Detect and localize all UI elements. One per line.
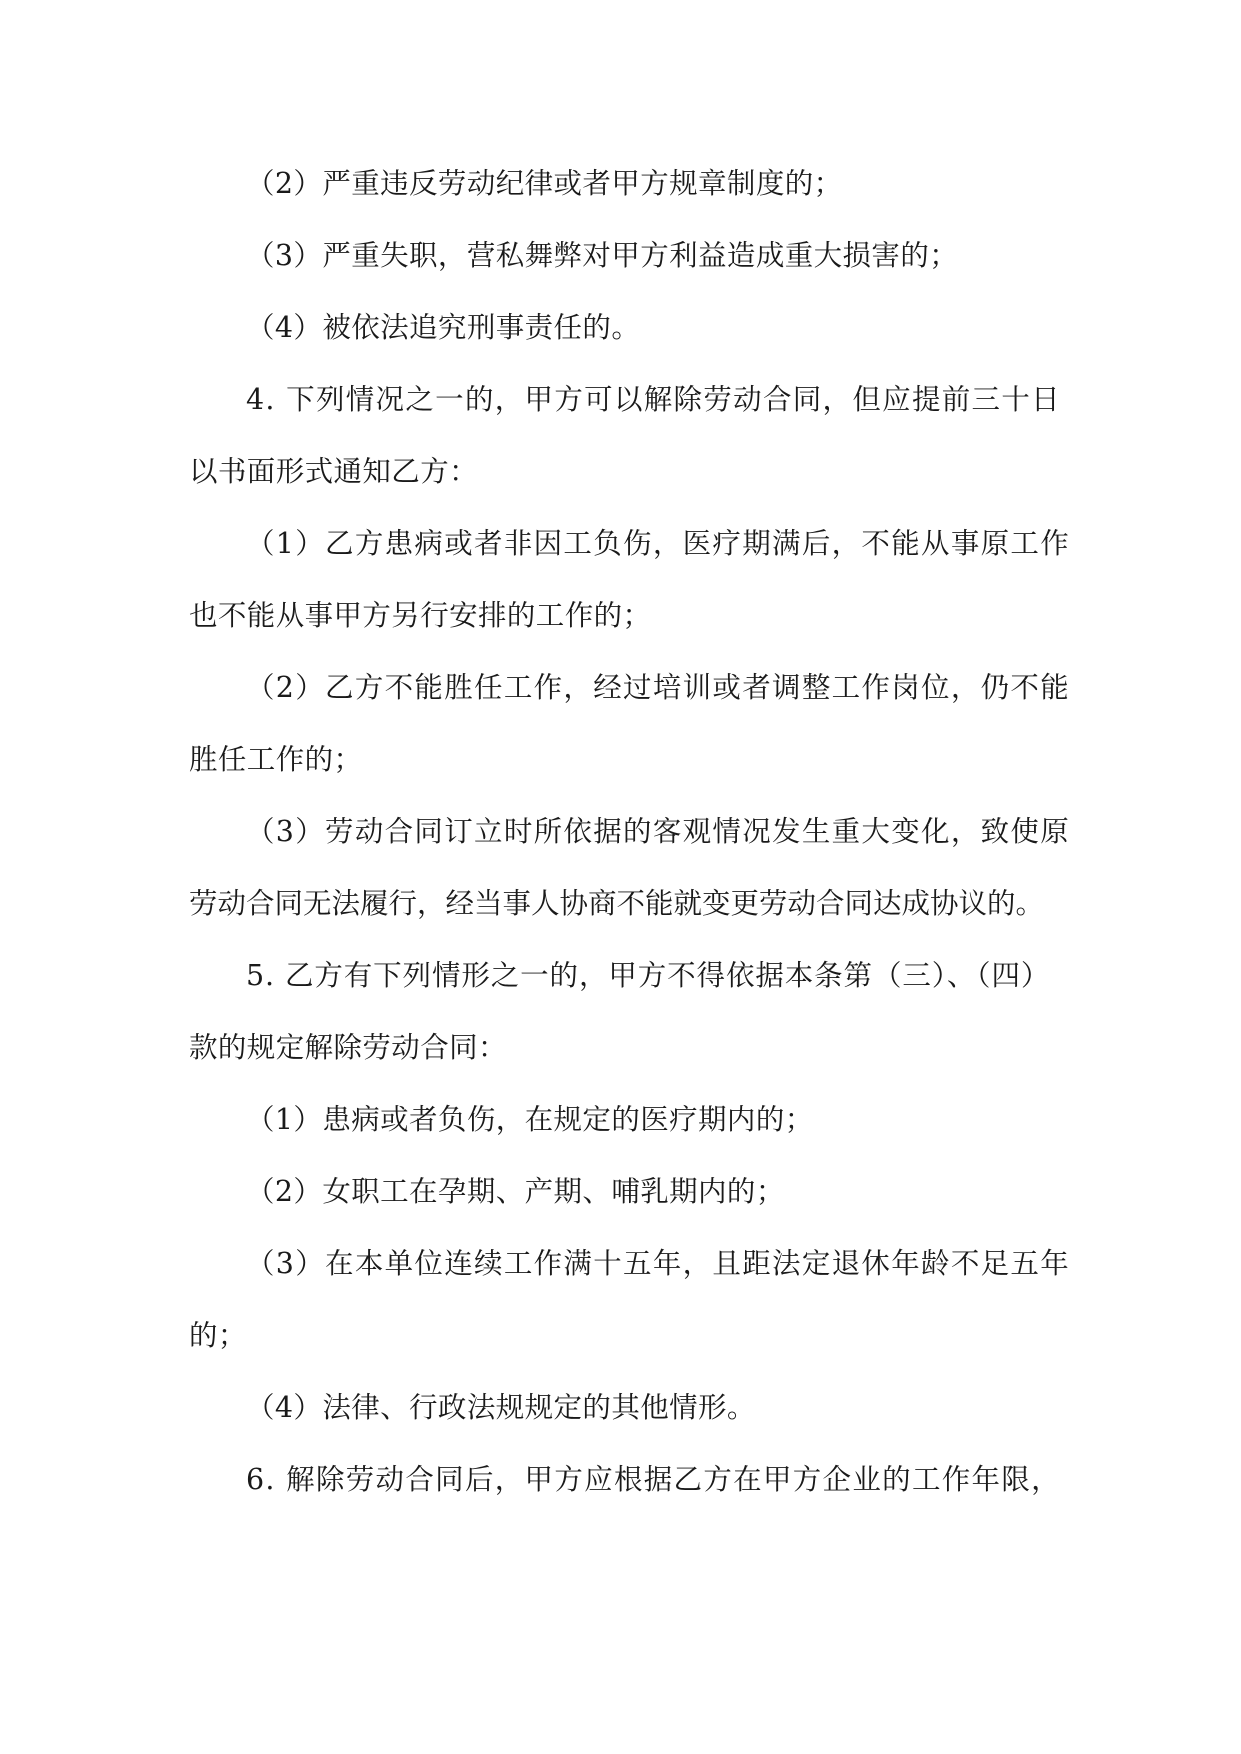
text-line: （2）女职工在孕期、产期、哺乳期内的； (246, 1175, 785, 1208)
clause-5-item-4-other (189, 1372, 1055, 1444)
clause-6-after-termination (189, 1444, 1061, 1516)
text-line: 以书面形式通知乙方： (189, 455, 479, 488)
text-line: 胜任工作的； (189, 743, 363, 776)
text-line: 的； (189, 1319, 247, 1352)
document-body (189, 148, 1071, 1516)
text-line: （1）患病或者负伤，在规定的医疗期内的； (246, 1103, 814, 1136)
text-line: 6. 解除劳动合同后，甲方应根据乙方在甲方企业的工作年限， (246, 1463, 1061, 1496)
text-line: 也不能从事甲方另行安排的工作的； (189, 599, 652, 632)
text-line: （3）劳动合同订立时所依据的客观情况发生重大变化，致使原 (246, 815, 1071, 848)
text-line: （4）法律、行政法规规定的其他情形。 (246, 1391, 756, 1424)
clause-4-item-3-circumstance-change (189, 796, 1071, 940)
clause-5-item-1-medical-period (189, 1084, 1055, 1156)
text-line: （3）严重失职，营私舞弊对甲方利益造成重大损害的； (246, 239, 959, 272)
text-line: （2）乙方不能胜任工作，经过培训或者调整工作岗位，仍不能 (246, 671, 1071, 704)
paragraph-3-serious-negligence (189, 220, 1055, 292)
clause-5-prohibited-termination (189, 940, 1055, 1084)
paragraph-4-criminal-liability (189, 292, 1055, 364)
text-line: （3）在本单位连续工作满十五年，且距法定退休年龄不足五年 (246, 1247, 1071, 1280)
text-line: 劳动合同无法履行，经当事人协商不能就变更劳动合同达成协议的。 (189, 887, 1045, 920)
text-line: （1）乙方患病或者非因工负伤，医疗期满后，不能从事原工作 (246, 527, 1071, 560)
text-line: 款的规定解除劳动合同： (189, 1031, 507, 1064)
clause-4-item-2-incompetence (189, 652, 1071, 796)
text-line: 5. 乙方有下列情形之一的，甲方不得依据本条第（三）、（四） (246, 959, 1051, 992)
clause-4-termination-with-notice (189, 364, 1061, 508)
clause-5-item-2-pregnancy (189, 1156, 1055, 1228)
text-line: 4. 下列情况之一的，甲方可以解除劳动合同，但应提前三十日 (246, 383, 1061, 416)
paragraph-2-serious-violation (189, 148, 1055, 220)
text-line: （2）严重违反劳动纪律或者甲方规章制度的； (246, 167, 843, 200)
clause-5-item-3-long-service (189, 1228, 1071, 1372)
clause-4-item-1-illness (189, 508, 1071, 652)
text-line: （4）被依法追究刑事责任的。 (246, 311, 641, 344)
